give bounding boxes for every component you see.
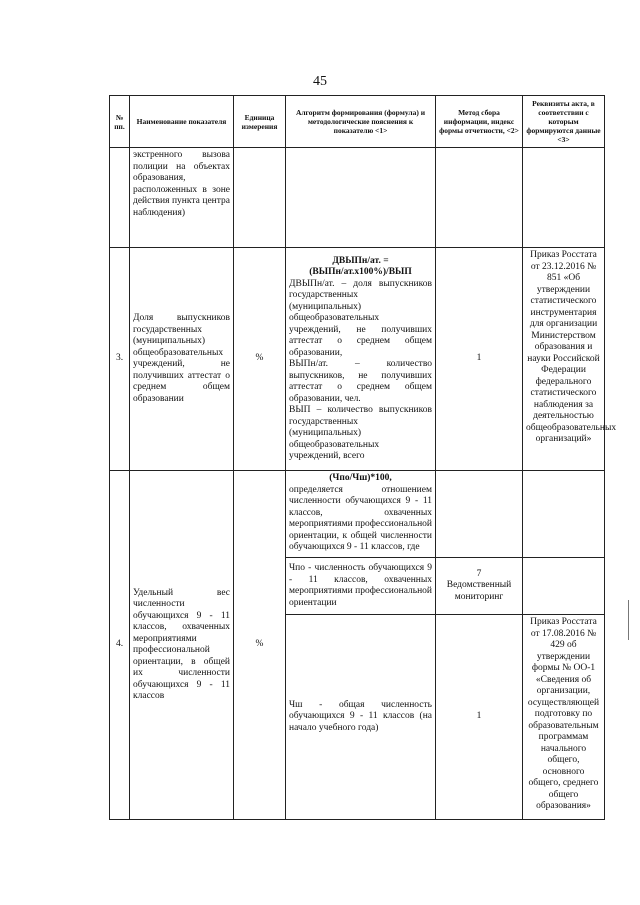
cell-unit: %: [234, 248, 286, 471]
cell-method: [436, 148, 523, 248]
table-row: [110, 471, 605, 558]
header-method: Метод сбора информации, индекс формы отчетности, <2>: [436, 96, 523, 148]
cell-requisites: [523, 148, 605, 248]
table-row: [110, 148, 605, 248]
cell-requisites: Приказ Росстата от 17.08.2016 № 429 об утверждении формы № ОО-1 «Сведения об организации, осуществляющей подготовку по образовательным программам начального общего, основного общего, среднего общего образования»: [523, 615, 605, 820]
formula-line: ДВЫПн/ат. =: [332, 255, 389, 266]
page-number: 45: [313, 74, 327, 89]
cell-algorithm: [286, 558, 436, 615]
cell-unit: [234, 148, 286, 248]
cell-num: [110, 148, 130, 248]
indicators-table: [109, 95, 617, 820]
algorithm-text: Чпо - численность обучающихся 9 - 11 классов, охваченных мероприятиями профессиональной ориентации: [289, 563, 432, 608]
cell-requisites: [523, 558, 605, 615]
formula-line: (ВЫПн/ат.х100%)/ВЫП: [309, 267, 412, 277]
algorithm-text: ВЫПн/ат. – количество выпускников, не получивших аттестат о среднем общем образовании, чел.: [289, 359, 432, 404]
cell-name: экстренного вызова полиции на объектах образования, расположенных в зоне действия пункта центра наблюдения): [130, 148, 234, 248]
header-algorithm: Алгоритм формирования (формула) и методологические пояснения к показателю <1>: [286, 96, 436, 148]
header-row: [110, 96, 605, 148]
table-row: [110, 248, 605, 471]
algorithm-text: ВЫП – количество выпускников государственных (муниципальных) общеобразовательных учреждений, всего: [289, 405, 432, 461]
algorithm-text: определяется отношением численности обучающихся 9 - 11 классов, охваченных мероприятиями профессиональной ориентации, к общей численности обучающихся 9 - 11 классов, где: [289, 484, 432, 552]
cell-name: Доля выпускников государственных (муниципальных) общеобразовательных учреждений, не получивших аттестат о среднем общем образовании: [130, 248, 234, 471]
cell-requisites: [523, 471, 605, 558]
scan-mark: [628, 600, 629, 640]
method-name: Ведомственный мониторинг: [446, 580, 512, 602]
cell-method: 1: [436, 248, 523, 471]
cell-algorithm: [286, 471, 436, 558]
cell-unit: %: [234, 471, 286, 820]
formula-line: (Чпо/Чш)*100,: [329, 473, 392, 483]
cell-method: 1: [436, 615, 523, 820]
algorithm-text: ДВЫПн/ат. – доля выпускников государственных (муниципальных) общеобразовательных учреждений, не получивших аттестат о среднем общем образовании,: [289, 278, 432, 358]
cell-method: [436, 558, 523, 615]
cell-algorithm: [286, 248, 436, 471]
cell-requisites: Приказ Росстата от 23.12.2016 № 851 «Об утверждении статистического инструментария для организации Министерством образования и науки Российской Федерации федерального статистического наблюдения за деятельностью общеобразовательных организаций»: [523, 248, 605, 471]
method-code: 7: [476, 568, 482, 579]
header-unit: Единица измерения: [234, 96, 286, 148]
cell-name: Удельный вес численности обучающихся 9 - 11 классов, охваченных мероприятиями профессиональной ориентации, в общей их численности обучающихся 9 - 11 классов: [130, 471, 234, 820]
cell-num: 4.: [110, 471, 130, 820]
cell-algorithm: [286, 148, 436, 248]
cell-num: 3.: [110, 248, 130, 471]
cell-algorithm: [286, 615, 436, 820]
header-num: № пп.: [110, 96, 130, 148]
algorithm-text: Чш - общая численность обучающихся 9 - 11 классов (на начало учебного года): [289, 699, 432, 733]
header-requisites: Реквизиты акта, в соответствии с которым формируются данные <3>: [523, 96, 605, 148]
header-name: Наименование показателя: [130, 96, 234, 148]
cell-method: [436, 471, 523, 558]
